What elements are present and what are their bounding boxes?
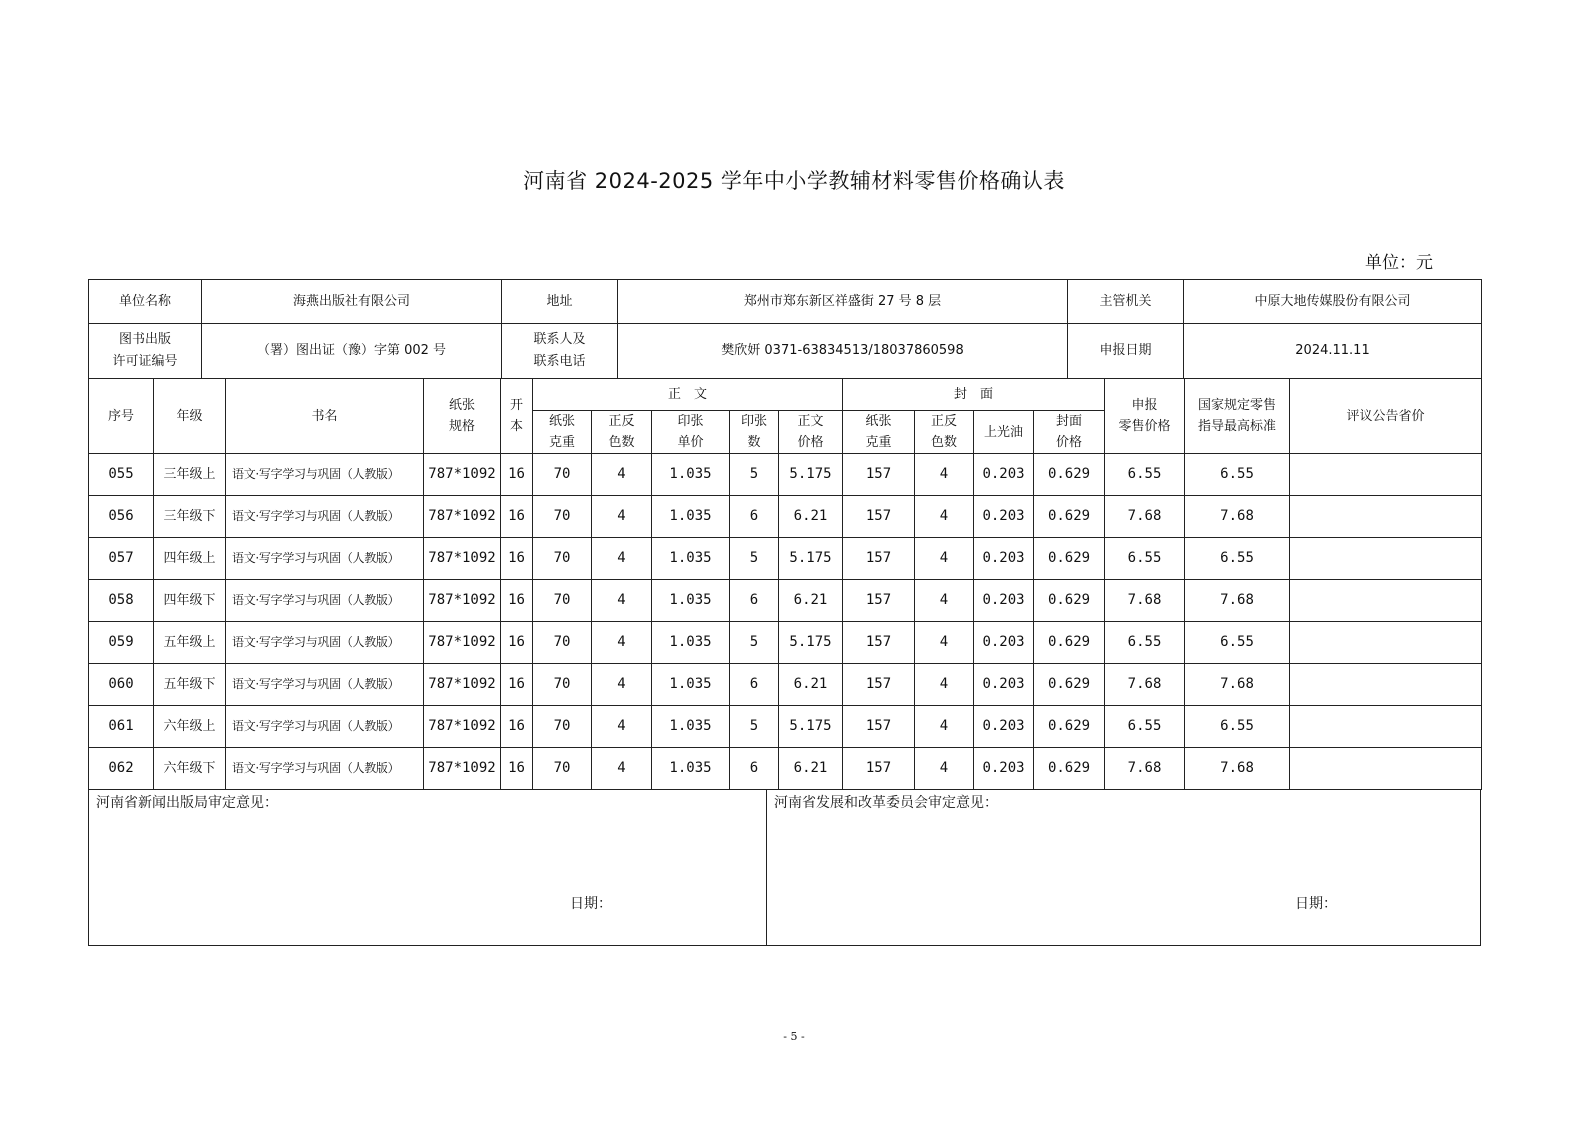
cell-declared-price: 7.68 — [1105, 580, 1185, 622]
header-sheet-count-line1: 印张 — [740, 414, 767, 429]
date-value: 2024.11.11 — [1184, 324, 1482, 379]
contact-value: 樊欣妍 0371-63834513/18037860598 — [618, 324, 1068, 379]
authority-label: 主管机关 — [1068, 280, 1184, 324]
currency-unit: 单位：元 — [1365, 253, 1433, 273]
cell-cover-colors: 4 — [915, 580, 974, 622]
header-seq: 序号 — [89, 379, 154, 454]
cell-format: 16 — [501, 580, 533, 622]
cell-sheet-price: 1.035 — [652, 622, 730, 664]
header-declared-price — [1105, 379, 1185, 454]
cell-declared-price: 7.68 — [1105, 748, 1185, 790]
table-row — [89, 538, 1482, 580]
header-book: 书名 — [226, 379, 424, 454]
cell-grade: 五年级下 — [154, 664, 226, 706]
cell-book-title: 语文·写字学习与巩固（人教版） — [226, 580, 424, 622]
cell-review-price — [1290, 748, 1482, 790]
cell-paper-spec: 787*1092 — [424, 664, 501, 706]
cell-body-price: 5.175 — [779, 454, 843, 496]
cell-format: 16 — [501, 706, 533, 748]
cell-body-weight: 70 — [533, 622, 592, 664]
cell-national-standard: 6.55 — [1185, 538, 1290, 580]
header-sheet-price-line1: 印张 — [677, 414, 704, 429]
cell-national-standard: 6.55 — [1185, 622, 1290, 664]
cell-body-price: 5.175 — [779, 538, 843, 580]
cell-cover-weight: 157 — [843, 496, 915, 538]
cell-grade: 六年级上 — [154, 706, 226, 748]
header-body-colors-line2: 色数 — [608, 435, 635, 450]
header-format-line1: 开 — [509, 398, 523, 413]
cell-format: 16 — [501, 664, 533, 706]
cell-national-standard: 7.68 — [1185, 664, 1290, 706]
cell-cover-colors: 4 — [915, 622, 974, 664]
cell-sheet-price: 1.035 — [652, 538, 730, 580]
cell-seq: 061 — [89, 706, 154, 748]
cell-paper-spec: 787*1092 — [424, 580, 501, 622]
header-body-price — [779, 411, 843, 454]
cell-national-standard: 7.68 — [1185, 580, 1290, 622]
table-row — [89, 706, 1482, 748]
cell-body-colors: 4 — [592, 580, 652, 622]
authority-value: 中原大地传媒股份有限公司 — [1184, 280, 1482, 324]
header-cover-price-line2: 价格 — [1056, 435, 1083, 450]
address-value: 郑州市郑东新区祥盛街 27 号 8 层 — [618, 280, 1068, 324]
cell-seq: 060 — [89, 664, 154, 706]
cell-seq: 056 — [89, 496, 154, 538]
press-bureau-review-title: 河南省新闻出版局审定意见： — [96, 795, 278, 811]
cell-declared-price: 7.68 — [1105, 664, 1185, 706]
header-national-line2: 指导最高标准 — [1198, 419, 1277, 434]
cell-seq: 059 — [89, 622, 154, 664]
cell-sheet-price: 1.035 — [652, 748, 730, 790]
page-number: - 5 - — [783, 1030, 805, 1043]
cell-paper-spec: 787*1092 — [424, 748, 501, 790]
cell-format: 16 — [501, 748, 533, 790]
cell-body-price: 6.21 — [779, 748, 843, 790]
cell-cover-colors: 4 — [915, 538, 974, 580]
cell-sheet-price: 1.035 — [652, 706, 730, 748]
cell-body-weight: 70 — [533, 496, 592, 538]
press-bureau-review-date: 日期： — [570, 896, 612, 912]
cell-body-colors: 4 — [592, 454, 652, 496]
cell-review-price — [1290, 496, 1482, 538]
unit-name-value: 海燕出版社有限公司 — [202, 280, 502, 324]
header-declared-line2: 零售价格 — [1118, 419, 1171, 434]
cell-declared-price: 6.55 — [1105, 622, 1185, 664]
price-table — [88, 378, 1482, 790]
cell-national-standard: 6.55 — [1185, 706, 1290, 748]
contact-label — [502, 324, 618, 379]
cell-cover-weight: 157 — [843, 538, 915, 580]
cell-cover-weight: 157 — [843, 664, 915, 706]
header-review-price: 评议公告省价 — [1290, 379, 1482, 454]
cell-cover-price: 0.629 — [1034, 496, 1105, 538]
cell-grade: 六年级下 — [154, 748, 226, 790]
cell-body-colors: 4 — [592, 496, 652, 538]
header-cover-weight-line2: 克重 — [865, 435, 892, 450]
header-body-colors — [592, 411, 652, 454]
cell-gloss: 0.203 — [974, 538, 1034, 580]
table-row — [89, 496, 1482, 538]
cell-gloss: 0.203 — [974, 748, 1034, 790]
table-row — [89, 622, 1482, 664]
development-commission-review-title: 河南省发展和改革委员会审定意见： — [774, 795, 998, 811]
license-value: （署）图出证（豫）字第 002 号 — [202, 324, 502, 379]
cell-book-title: 语文·写字学习与巩固（人教版） — [226, 706, 424, 748]
table-row — [89, 748, 1482, 790]
date-label: 申报日期 — [1068, 324, 1184, 379]
header-cover-colors-line2: 色数 — [931, 435, 958, 450]
cell-grade: 三年级下 — [154, 496, 226, 538]
cell-book-title: 语文·写字学习与巩固（人教版） — [226, 496, 424, 538]
header-paper-spec-line1: 纸张 — [448, 398, 475, 413]
cell-book-title: 语文·写字学习与巩固（人教版） — [226, 538, 424, 580]
cell-review-price — [1290, 622, 1482, 664]
cell-grade: 四年级下 — [154, 580, 226, 622]
header-body-weight-line2: 克重 — [548, 435, 575, 450]
license-label-line1: 图书出版 — [118, 332, 171, 347]
review-section — [88, 789, 1481, 946]
cell-cover-weight: 157 — [843, 622, 915, 664]
cell-sheet-price: 1.035 — [652, 580, 730, 622]
price-table-body — [89, 454, 1482, 790]
cell-seq: 058 — [89, 580, 154, 622]
cell-gloss: 0.203 — [974, 706, 1034, 748]
cell-grade: 四年级上 — [154, 538, 226, 580]
document-title: 河南省 2024-2025 学年中小学教辅材料零售价格确认表 — [523, 169, 1065, 193]
cell-paper-spec: 787*1092 — [424, 496, 501, 538]
cell-sheet-price: 1.035 — [652, 664, 730, 706]
header-national-line1: 国家规定零售 — [1198, 398, 1277, 413]
header-paper-spec-line2: 规格 — [448, 419, 475, 434]
header-paper-spec — [424, 379, 501, 454]
cell-book-title: 语文·写字学习与巩固（人教版） — [226, 622, 424, 664]
cell-paper-spec: 787*1092 — [424, 706, 501, 748]
cell-cover-weight: 157 — [843, 748, 915, 790]
header-cover-price-line1: 封面 — [1056, 414, 1083, 429]
table-row — [89, 664, 1482, 706]
unit-name-label: 单位名称 — [89, 280, 202, 324]
cell-cover-weight: 157 — [843, 580, 915, 622]
cell-body-colors: 4 — [592, 538, 652, 580]
cell-body-weight: 70 — [533, 664, 592, 706]
cell-cover-colors: 4 — [915, 664, 974, 706]
cell-body-colors: 4 — [592, 622, 652, 664]
development-commission-review-date: 日期： — [1295, 896, 1337, 912]
cell-body-price: 6.21 — [779, 580, 843, 622]
cell-format: 16 — [501, 538, 533, 580]
header-national-standard — [1185, 379, 1290, 454]
cell-sheet-count: 5 — [730, 538, 779, 580]
contact-label-line1: 联系人及 — [533, 332, 586, 347]
cell-body-colors: 4 — [592, 664, 652, 706]
publisher-info-table — [88, 279, 1482, 379]
cell-paper-spec: 787*1092 — [424, 538, 501, 580]
header-cover-colors — [915, 411, 974, 454]
cell-grade: 五年级上 — [154, 622, 226, 664]
cell-review-price — [1290, 454, 1482, 496]
cell-sheet-count: 5 — [730, 706, 779, 748]
cell-seq: 062 — [89, 748, 154, 790]
cell-gloss: 0.203 — [974, 496, 1034, 538]
header-cover-colors-line1: 正反 — [931, 414, 958, 429]
cell-cover-colors: 4 — [915, 454, 974, 496]
header-gloss: 上光油 — [974, 411, 1034, 454]
cell-body-weight: 70 — [533, 538, 592, 580]
cell-sheet-price: 1.035 — [652, 454, 730, 496]
cell-body-weight: 70 — [533, 748, 592, 790]
header-body-price-line1: 正文 — [797, 414, 824, 429]
cell-body-weight: 70 — [533, 454, 592, 496]
header-body-group: 正 文 — [533, 379, 843, 411]
cell-cover-colors: 4 — [915, 748, 974, 790]
cell-paper-spec: 787*1092 — [424, 454, 501, 496]
cell-review-price — [1290, 580, 1482, 622]
license-label — [89, 324, 202, 379]
header-format-line2: 本 — [509, 419, 523, 434]
cell-cover-price: 0.629 — [1034, 748, 1105, 790]
cell-cover-price: 0.629 — [1034, 538, 1105, 580]
header-body-weight-line1: 纸张 — [548, 414, 575, 429]
cell-body-price: 6.21 — [779, 496, 843, 538]
header-format — [501, 379, 533, 454]
cell-national-standard: 6.55 — [1185, 454, 1290, 496]
cell-gloss: 0.203 — [974, 664, 1034, 706]
license-label-line2: 许可证编号 — [112, 354, 178, 369]
development-commission-review — [767, 789, 1480, 945]
header-body-weight — [533, 411, 592, 454]
cell-body-price: 5.175 — [779, 706, 843, 748]
cell-cover-price: 0.629 — [1034, 580, 1105, 622]
cell-grade: 三年级上 — [154, 454, 226, 496]
cell-review-price — [1290, 538, 1482, 580]
cell-declared-price: 7.68 — [1105, 496, 1185, 538]
header-sheet-price-line2: 单价 — [677, 435, 704, 450]
header-sheet-count-line2: 数 — [747, 435, 761, 450]
cell-cover-weight: 157 — [843, 706, 915, 748]
address-label: 地址 — [502, 280, 618, 324]
cell-format: 16 — [501, 622, 533, 664]
cell-sheet-count: 5 — [730, 622, 779, 664]
header-sheet-price — [652, 411, 730, 454]
cell-body-colors: 4 — [592, 748, 652, 790]
cell-gloss: 0.203 — [974, 580, 1034, 622]
cell-sheet-price: 1.035 — [652, 496, 730, 538]
cell-format: 16 — [501, 496, 533, 538]
cell-cover-price: 0.629 — [1034, 664, 1105, 706]
cell-seq: 057 — [89, 538, 154, 580]
cell-review-price — [1290, 664, 1482, 706]
cell-national-standard: 7.68 — [1185, 748, 1290, 790]
header-cover-weight-line1: 纸张 — [865, 414, 892, 429]
header-cover-weight — [843, 411, 915, 454]
header-sheet-count — [730, 411, 779, 454]
cell-format: 16 — [501, 454, 533, 496]
cell-cover-colors: 4 — [915, 496, 974, 538]
cell-sheet-count: 6 — [730, 748, 779, 790]
cell-declared-price: 6.55 — [1105, 454, 1185, 496]
cell-cover-price: 0.629 — [1034, 622, 1105, 664]
cell-national-standard: 7.68 — [1185, 496, 1290, 538]
cell-gloss: 0.203 — [974, 622, 1034, 664]
cell-book-title: 语文·写字学习与巩固（人教版） — [226, 454, 424, 496]
table-row — [89, 454, 1482, 496]
cell-sheet-count: 5 — [730, 454, 779, 496]
cell-sheet-count: 6 — [730, 496, 779, 538]
header-body-colors-line1: 正反 — [608, 414, 635, 429]
cell-cover-price: 0.629 — [1034, 454, 1105, 496]
cell-book-title: 语文·写字学习与巩固（人教版） — [226, 664, 424, 706]
cell-cover-price: 0.629 — [1034, 706, 1105, 748]
press-bureau-review — [89, 789, 767, 945]
header-grade: 年级 — [154, 379, 226, 454]
header-body-price-line2: 价格 — [797, 435, 824, 450]
header-cover-group: 封 面 — [843, 379, 1105, 411]
cell-body-price: 6.21 — [779, 664, 843, 706]
cell-declared-price: 6.55 — [1105, 706, 1185, 748]
cell-gloss: 0.203 — [974, 454, 1034, 496]
cell-cover-weight: 157 — [843, 454, 915, 496]
header-cover-price — [1034, 411, 1105, 454]
cell-paper-spec: 787*1092 — [424, 622, 501, 664]
cell-review-price — [1290, 706, 1482, 748]
cell-sheet-count: 6 — [730, 580, 779, 622]
cell-cover-colors: 4 — [915, 706, 974, 748]
cell-body-weight: 70 — [533, 580, 592, 622]
cell-seq: 055 — [89, 454, 154, 496]
header-declared-line1: 申报 — [1131, 398, 1158, 413]
cell-sheet-count: 6 — [730, 664, 779, 706]
table-row — [89, 580, 1482, 622]
cell-body-colors: 4 — [592, 706, 652, 748]
contact-label-line2: 联系电话 — [533, 354, 586, 369]
cell-book-title: 语文·写字学习与巩固（人教版） — [226, 748, 424, 790]
cell-body-weight: 70 — [533, 706, 592, 748]
cell-declared-price: 6.55 — [1105, 538, 1185, 580]
cell-body-price: 5.175 — [779, 622, 843, 664]
